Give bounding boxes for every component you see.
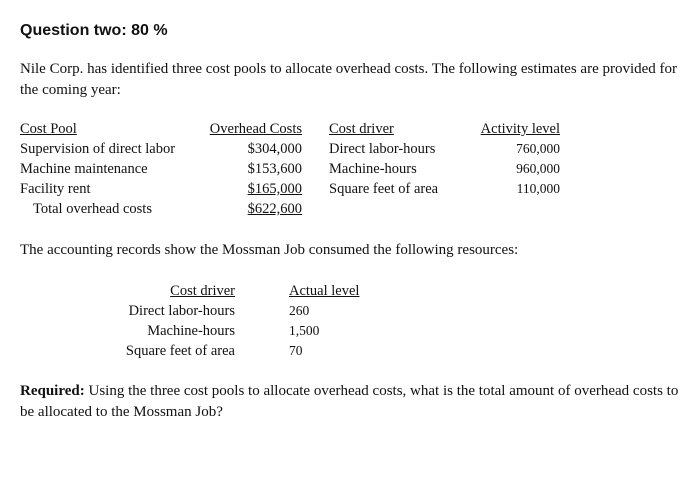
header-activity-level: Activity level	[480, 121, 560, 137]
overhead-cost: $153,600	[247, 161, 302, 177]
required-label: Required:	[20, 383, 85, 399]
pool-name: Machine maintenance	[20, 161, 148, 177]
cost-driver: Square feet of area	[329, 181, 439, 197]
required-text: Using the three cost pools to allocate overhead costs, what is the total amount of overhead costs to be allocated to the Mossman Job?	[20, 383, 679, 420]
cost-driver: Machine-hours	[329, 161, 417, 177]
question-heading: Question two: 80 %	[20, 22, 168, 39]
activity-level: 960,000	[516, 161, 560, 176]
activity-level: 760,000	[516, 141, 560, 156]
pool-name: Facility rent	[20, 181, 91, 197]
resource-actual: 1,500	[289, 323, 320, 338]
header-cost-driver: Cost driver	[170, 283, 235, 299]
resource-actual: 70	[289, 343, 303, 358]
activity-level: 110,000	[516, 181, 560, 196]
intro-paragraph: Nile Corp. has identified three cost pools to allocate overhead costs. The following estimates are provided for the coming year:	[20, 61, 678, 98]
records-paragraph: The accounting records show the Mossman Job consumed the following resources:	[20, 242, 519, 258]
header-cost-driver: Cost driver	[329, 121, 394, 137]
overhead-cost: $165,000	[247, 181, 302, 197]
header-actual-level: Actual level	[289, 283, 360, 299]
resource-driver: Direct labor-hours	[128, 303, 235, 319]
pool-name: Supervision of direct labor	[20, 141, 176, 157]
resource-actual: 260	[289, 303, 310, 318]
header-cost-pool: Cost Pool	[20, 121, 77, 137]
resource-driver: Machine-hours	[147, 323, 235, 339]
overhead-cost: $304,000	[247, 141, 302, 157]
header-overhead-costs: Overhead Costs	[209, 121, 302, 137]
resource-driver: Square feet of area	[125, 343, 235, 359]
total-overhead: $622,600	[247, 201, 302, 217]
required-paragraph	[20, 381, 690, 423]
cost-driver: Direct labor-hours	[329, 141, 436, 157]
total-label: Total overhead costs	[33, 201, 152, 217]
